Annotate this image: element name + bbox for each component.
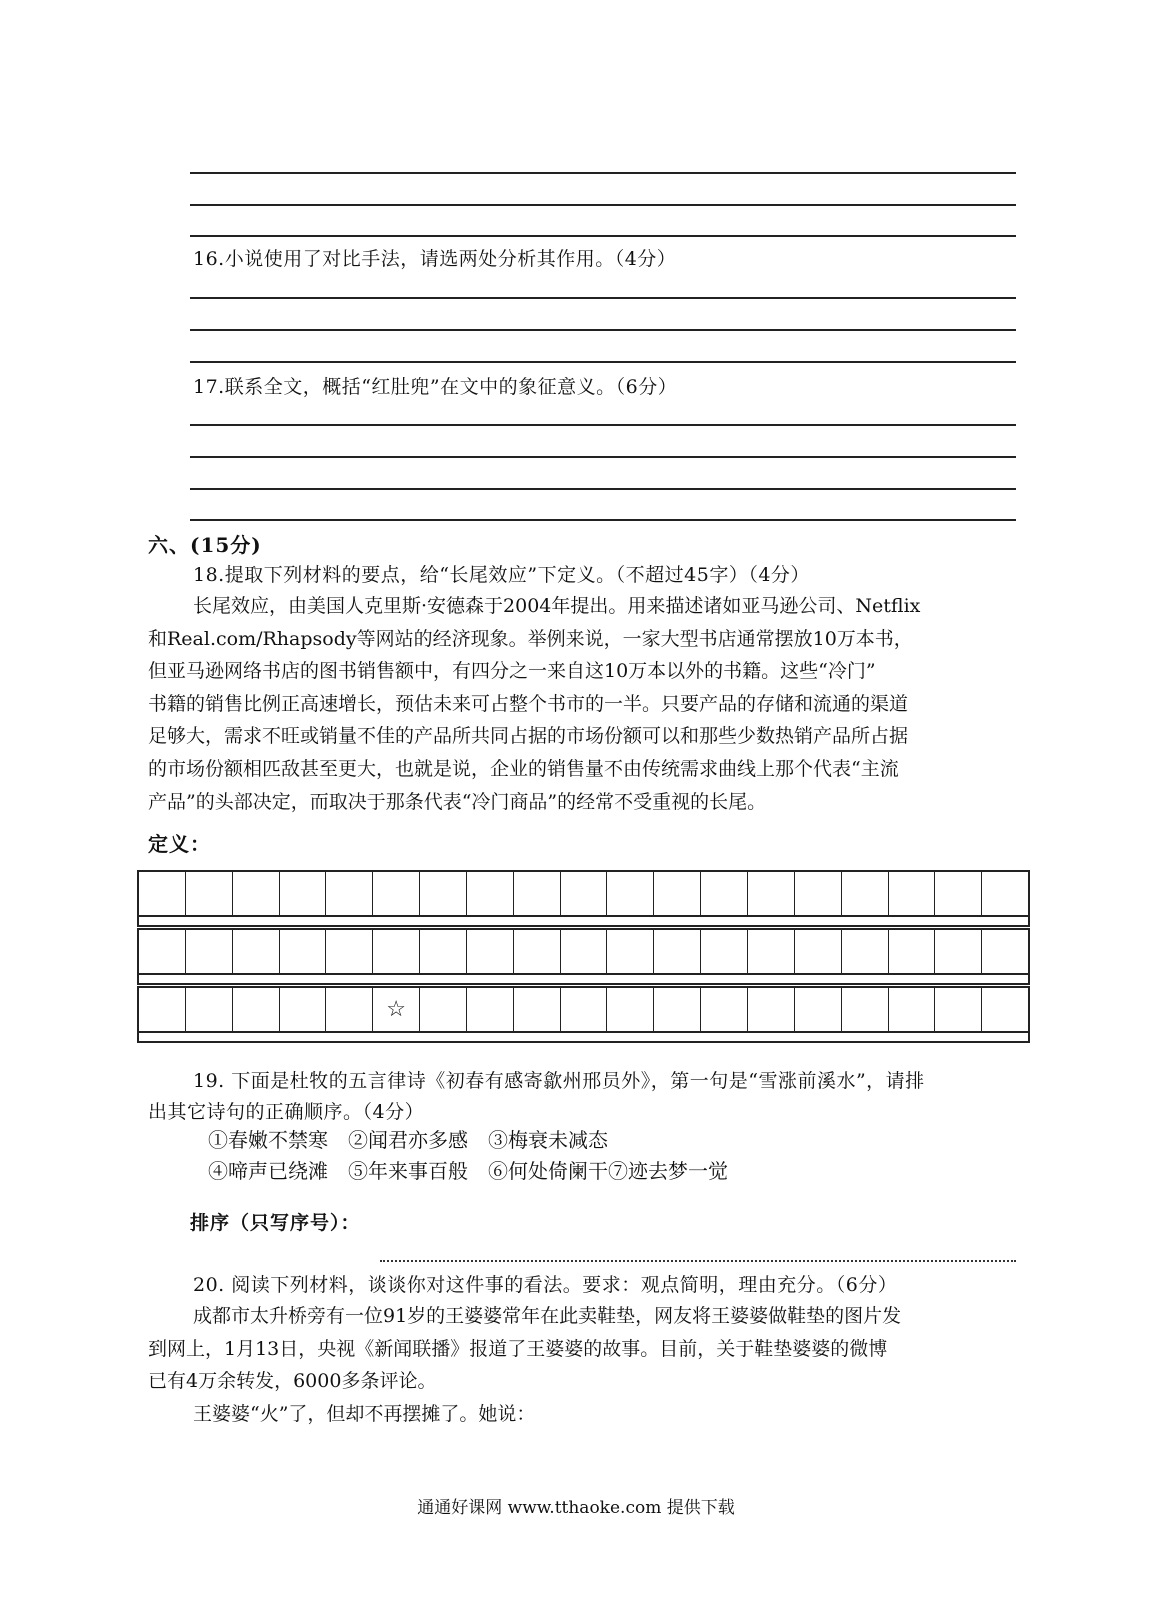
grid-cell[interactable] bbox=[607, 930, 654, 973]
q20-material bbox=[148, 1300, 1020, 1430]
answer-line bbox=[190, 297, 1016, 299]
grid-cell[interactable] bbox=[186, 872, 233, 915]
question-19-line1: 19. 下面是杜牧的五言律诗《初春有感寄歙州邢员外》，第一句是“雪涨前溪水”，请排 bbox=[193, 1070, 925, 1092]
material-line: 王婆婆“火”了，但却不再摆摊了。她说： bbox=[193, 1402, 536, 1425]
grid-cell[interactable] bbox=[935, 872, 982, 915]
material-line: 足够大，需求不旺或销量不佳的产品所共同占据的市场份额可以和那些少数热销产品所占据 bbox=[148, 725, 909, 748]
grid-cell[interactable] bbox=[373, 930, 420, 973]
grid-cell[interactable] bbox=[514, 988, 561, 1031]
grid-cell[interactable] bbox=[467, 872, 514, 915]
grid-cell[interactable] bbox=[514, 930, 561, 973]
grid-cell[interactable] bbox=[326, 872, 373, 915]
grid-cell[interactable] bbox=[889, 930, 936, 973]
answer-line bbox=[190, 424, 1016, 426]
q19-options-row2: ④啼声已绕滩 ⑤年来事百般 ⑥何处倚阑干⑦迹去梦一觉 bbox=[208, 1159, 728, 1183]
grid-row bbox=[137, 870, 1030, 917]
grid-cell[interactable] bbox=[795, 872, 842, 915]
grid-row bbox=[137, 928, 1030, 975]
material-line: 书籍的销售比例正高速增长，预估未来可占整个书市的一半。只要产品的存储和流通的渠道 bbox=[148, 692, 909, 715]
material-line: 但亚马逊网络书店的图书销售额中，有四分之一来自这10万本以外的书籍。这些“冷门” bbox=[148, 660, 876, 683]
grid-cell[interactable] bbox=[889, 988, 936, 1031]
grid-cell[interactable] bbox=[233, 988, 280, 1031]
grid-cell[interactable] bbox=[467, 930, 514, 973]
grid-cell[interactable] bbox=[561, 930, 608, 973]
material-line: 和Real.com/Rhapsody等网站的经济现象。举例来说，一家大型书店通常摆放10万本书， bbox=[148, 627, 913, 650]
grid-row bbox=[137, 986, 1030, 1033]
grid-cell-star[interactable]: ☆ bbox=[373, 988, 420, 1031]
grid-cell[interactable] bbox=[420, 988, 467, 1031]
question-18: 18.提取下列材料的要点，给“长尾效应”下定义。（不超过45字）（4分） bbox=[193, 564, 810, 586]
grid-cell[interactable] bbox=[748, 988, 795, 1031]
answer-line bbox=[190, 172, 1016, 174]
grid-cell[interactable] bbox=[420, 930, 467, 973]
material-line: 长尾效应，由美国人克里斯·安德森于2004年提出。用来描述诸如亚马逊公司、Netflix bbox=[193, 595, 921, 617]
grid-cell[interactable] bbox=[280, 930, 327, 973]
grid-cell[interactable] bbox=[982, 988, 1028, 1031]
grid-cell[interactable] bbox=[795, 930, 842, 973]
grid-separator bbox=[137, 917, 1030, 927]
question-16: 16.小说使用了对比手法，请选两处分析其作用。（4分） bbox=[193, 248, 677, 270]
grid-cell[interactable] bbox=[233, 930, 280, 973]
material-line: 已有4万余转发，6000多条评论。 bbox=[148, 1370, 437, 1393]
grid-cell[interactable] bbox=[373, 872, 420, 915]
grid-cell[interactable] bbox=[654, 872, 701, 915]
grid-cell[interactable] bbox=[748, 872, 795, 915]
grid-cell[interactable] bbox=[982, 930, 1028, 973]
grid-cell[interactable] bbox=[420, 872, 467, 915]
section-heading: 六、(15分) bbox=[148, 533, 262, 557]
grid-cell[interactable] bbox=[982, 872, 1028, 915]
page-footer: 通通好课网 www.tthaoke.com 提供下载 bbox=[417, 1498, 735, 1518]
grid-cell[interactable] bbox=[561, 988, 608, 1031]
answer-line bbox=[190, 488, 1016, 490]
grid-cell[interactable] bbox=[842, 872, 889, 915]
grid-separator bbox=[137, 1033, 1030, 1043]
grid-cell[interactable] bbox=[139, 872, 186, 915]
definition-label: 定义： bbox=[148, 832, 211, 856]
material-line: 成都市太升桥旁有一位91岁的王婆婆常年在此卖鞋垫，网友将王婆婆做鞋垫的图片发 bbox=[193, 1305, 902, 1327]
grid-cell[interactable] bbox=[326, 930, 373, 973]
grid-cell[interactable] bbox=[935, 930, 982, 973]
answer-line bbox=[190, 204, 1016, 206]
grid-cell[interactable] bbox=[701, 872, 748, 915]
grid-cell[interactable] bbox=[186, 930, 233, 973]
grid-cell[interactable] bbox=[607, 872, 654, 915]
question-20: 20. 阅读下列材料，谈谈你对这件事的看法。要求：观点简明，理由充分。（6分） bbox=[193, 1274, 898, 1296]
q18-material bbox=[148, 590, 1020, 818]
grid-cell[interactable] bbox=[326, 988, 373, 1031]
grid-cell[interactable] bbox=[139, 988, 186, 1031]
grid-cell[interactable] bbox=[654, 988, 701, 1031]
question-19-line2: 出其它诗句的正确顺序。（4分） bbox=[148, 1101, 425, 1123]
grid-cell[interactable] bbox=[654, 930, 701, 973]
answer-line bbox=[190, 361, 1016, 363]
grid-separator bbox=[137, 975, 1030, 985]
answer-line bbox=[190, 329, 1016, 331]
grid-cell[interactable] bbox=[561, 872, 608, 915]
material-line: 的市场份额相匹敌甚至更大，也就是说，企业的销售量不由传统需求曲线上那个代表“主流 bbox=[148, 757, 899, 780]
grid-cell[interactable] bbox=[467, 988, 514, 1031]
answer-line bbox=[190, 519, 1016, 521]
grid-cell[interactable] bbox=[842, 988, 889, 1031]
q19-options-row1: ①春嫩不禁寒 ②闻君亦多感 ③梅衰未减态 bbox=[208, 1128, 608, 1152]
material-line: 到网上，1月13日，央视《新闻联播》报道了王婆婆的故事。目前，关于鞋垫婆婆的微博 bbox=[148, 1337, 888, 1360]
grid-cell[interactable] bbox=[795, 988, 842, 1031]
grid-cell[interactable] bbox=[514, 872, 561, 915]
grid-cell[interactable] bbox=[701, 930, 748, 973]
grid-cell[interactable] bbox=[280, 872, 327, 915]
grid-cell[interactable] bbox=[607, 988, 654, 1031]
grid-cell[interactable] bbox=[701, 988, 748, 1031]
grid-cell[interactable] bbox=[748, 930, 795, 973]
grid-cell[interactable] bbox=[280, 988, 327, 1031]
grid-cell[interactable] bbox=[842, 930, 889, 973]
order-answer-line[interactable] bbox=[380, 1260, 1016, 1262]
question-17: 17.联系全文，概括“红肚兜”在文中的象征意义。（6分） bbox=[193, 376, 678, 398]
grid-cell[interactable] bbox=[233, 872, 280, 915]
grid-cell[interactable] bbox=[889, 872, 936, 915]
material-line: 产品”的头部决定，而取决于那条代表“冷门商品”的经常不受重视的长尾。 bbox=[148, 790, 767, 813]
grid-cell[interactable] bbox=[139, 930, 186, 973]
answer-line bbox=[190, 235, 1016, 237]
answer-line bbox=[190, 456, 1016, 458]
grid-cell[interactable] bbox=[186, 988, 233, 1031]
order-label: 排序（只写序号）： bbox=[190, 1212, 361, 1234]
grid-cell[interactable] bbox=[935, 988, 982, 1031]
